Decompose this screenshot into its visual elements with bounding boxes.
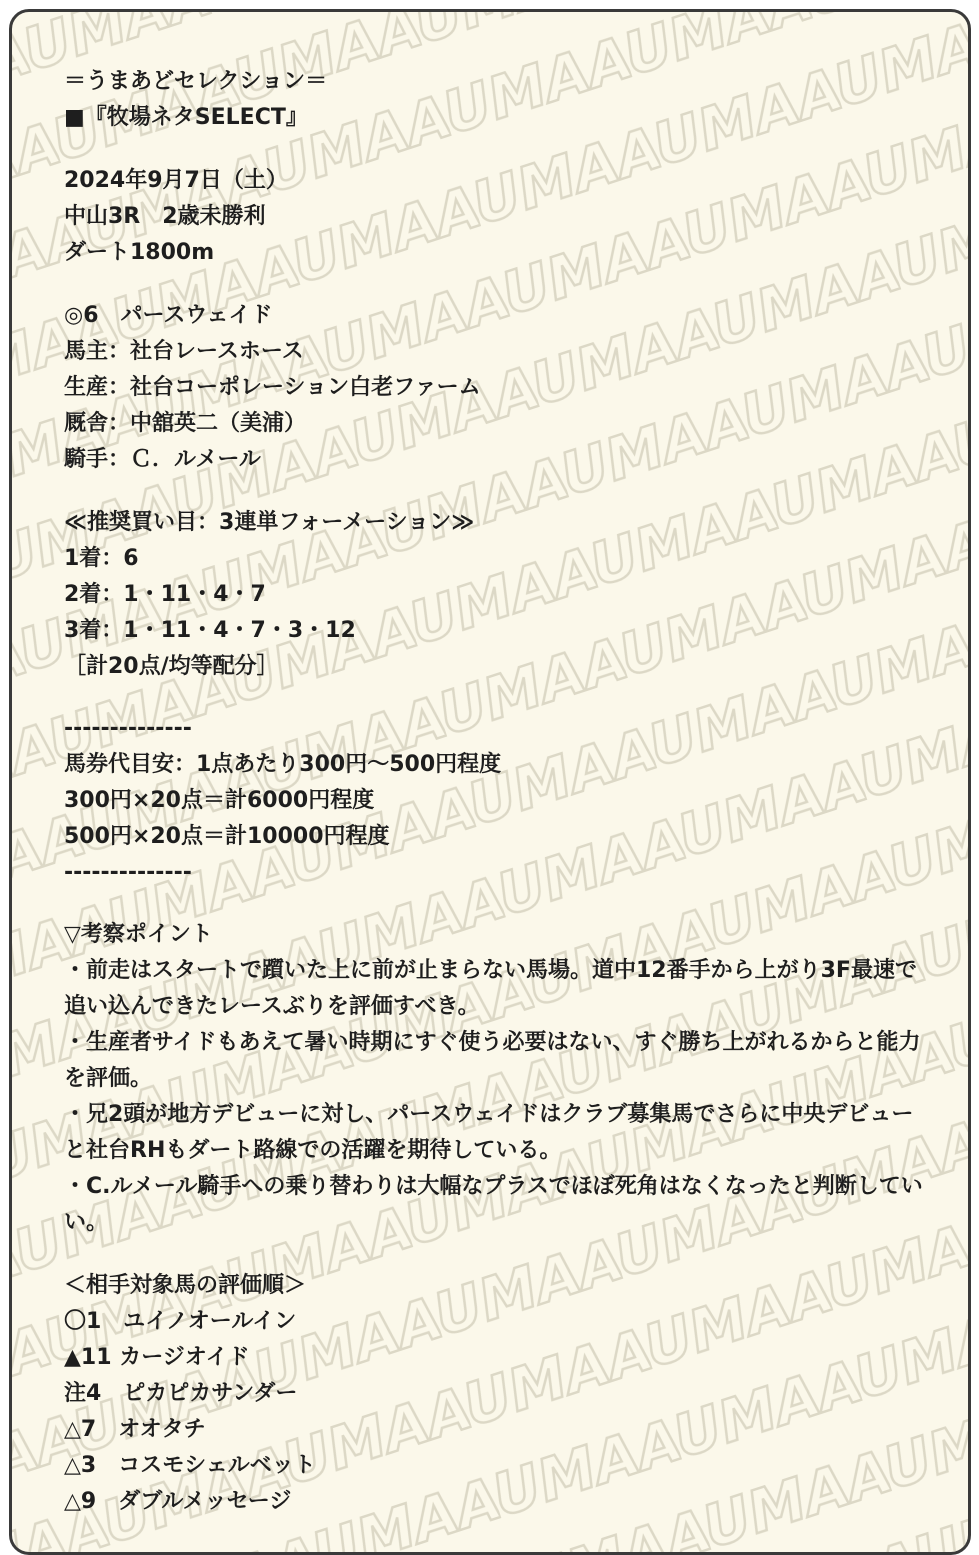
bet-second: 2着：1・11・4・7 xyxy=(64,582,266,607)
budget-high: 500円×20点＝計10000円程度 xyxy=(64,824,390,849)
rival-item: 注4 ピカピカサンダー xyxy=(64,1381,298,1406)
race-name: 中山3R 2歳未勝利 xyxy=(64,204,266,229)
bet-heading: ≪推奨買い目：3連単フォーメーション≫ xyxy=(64,510,475,535)
point-item: ・兄2頭が地方デビューに対し、パースウェイドはクラブ募集馬でさらに中央デビューと社台RHもダート路線での活躍を期待している。 xyxy=(64,1102,914,1163)
horse-owner: 馬主：社台レースホース xyxy=(64,339,304,364)
rival-item: △3 コスモシェルベット xyxy=(64,1453,316,1478)
race-date: 2024年9月7日（土） xyxy=(64,168,288,193)
horse-jockey: 騎手：Ｃ．ルメール xyxy=(64,447,261,472)
main-pick: ◎6 パースウェイド xyxy=(64,303,273,328)
bet-total: ［計20点/均等配分］ xyxy=(64,654,279,679)
divider-top: -------------- xyxy=(64,716,192,741)
bet-third: 3着：1・11・4・7・3・12 xyxy=(64,618,356,643)
bet-first: 1着：6 xyxy=(64,546,139,571)
horse-breeder: 生産：社台コーポレーション白老ファーム xyxy=(64,375,481,400)
selection-subtitle: ■『牧場ネタSELECT』 xyxy=(64,105,308,130)
point-item: ・前走はスタートで躓いた上に前が止まらない馬場。道中12番手から上がり3F最速で追い込んできたレースぶりを評価すべき。 xyxy=(64,958,917,1019)
divider-bottom: -------------- xyxy=(64,860,192,885)
budget-guide: 馬券代目安：1点あたり300円～500円程度 xyxy=(64,752,502,777)
article-card xyxy=(9,9,971,1555)
article-body xyxy=(64,64,924,1520)
race-course: ダート1800m xyxy=(64,240,215,265)
point-item: ・C.ルメール騎手への乗り替わりは大幅なプラスでほぼ死角はなくなったと判断していい。 xyxy=(64,1174,923,1235)
rival-item: △7 オオタチ xyxy=(64,1417,206,1442)
points-heading: ▽考察ポイント xyxy=(64,922,213,947)
rival-item: ▲11 カージオイド xyxy=(64,1345,250,1370)
budget-low: 300円×20点＝計6000円程度 xyxy=(64,788,375,813)
rival-item: 〇1 ユイノオールイン xyxy=(64,1309,297,1334)
point-item: ・生産者サイドもあえて暑い時期にすぐ使う必要はない、すぐ勝ち上がれるからと能力を評価。 xyxy=(64,1030,921,1091)
rival-item: △9 ダブルメッセージ xyxy=(64,1489,292,1514)
rivals-heading: ＜相手対象馬の評価順＞ xyxy=(64,1273,307,1298)
selection-title: ＝うまあどセレクション＝ xyxy=(64,69,328,94)
horse-stable: 厩舎：中舘英二（美浦） xyxy=(64,411,307,436)
